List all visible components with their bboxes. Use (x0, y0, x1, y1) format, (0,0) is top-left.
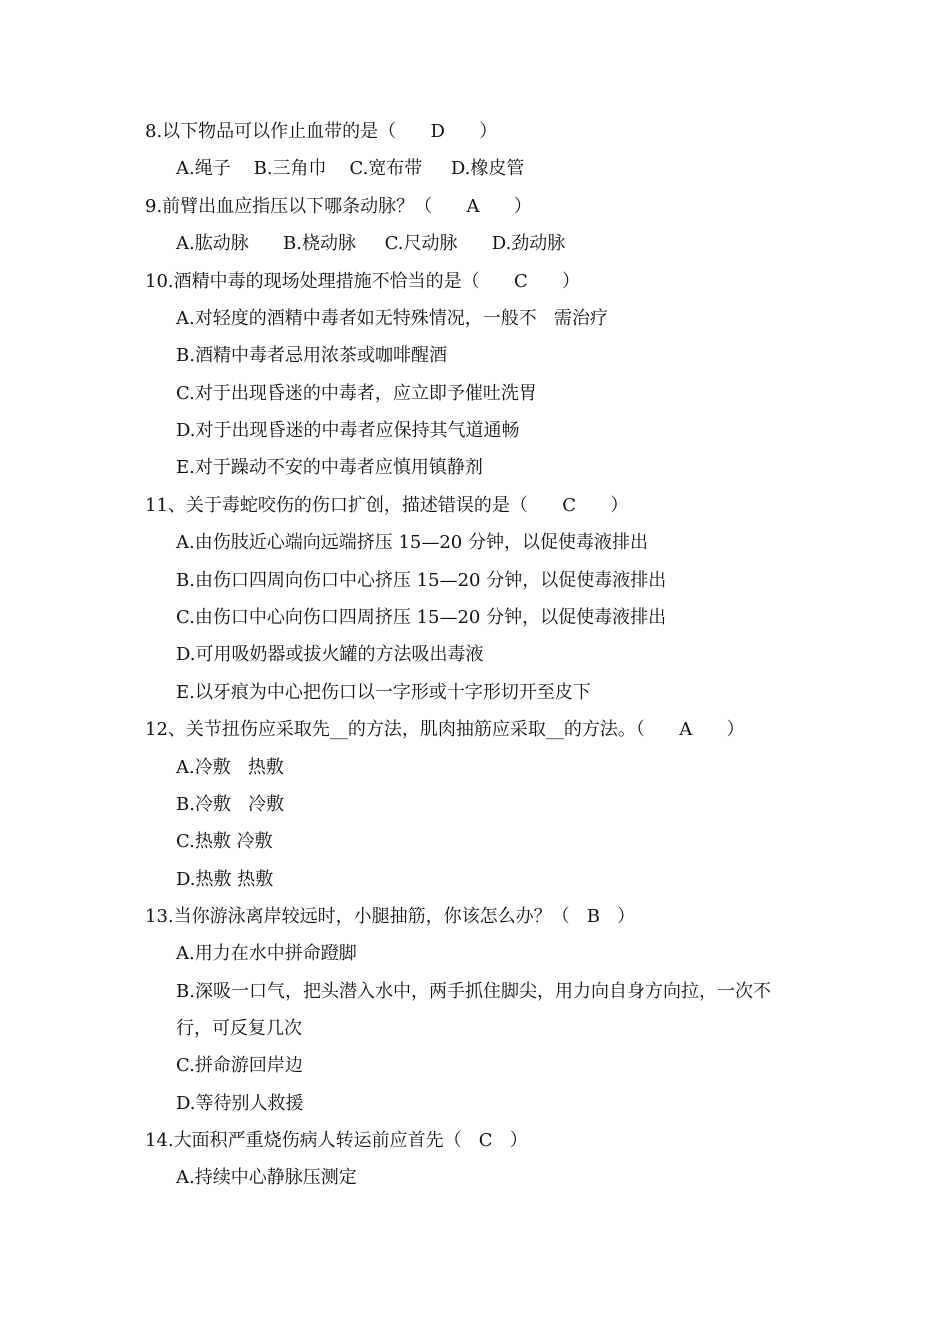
question-10-option-b: B.酒精中毒者忌用浓茶或咖啡醒酒 (176, 345, 447, 366)
question-10-stem: 10.酒精中毒的现场处理措施不恰当的是（ C ） (145, 271, 581, 292)
question-10-option-a: A.对轻度的酒精中毒者如无特殊情况，一般不 需治疗 (176, 308, 608, 329)
question-14-option-a: A.持续中心静脉压测定 (176, 1167, 357, 1188)
question-12-stem: 12、关节扭伤应采取先__的方法，肌肉抽筋应采取__的方法。（ A ） (145, 719, 745, 740)
question-11-option-a: A.由伤肢近心端向远端挤压 15—20 分钟，以促使毒液排出 (176, 532, 648, 553)
question-8-options: A.绳子 B.三角巾 C.宽布带 D.橡皮管 (176, 158, 525, 179)
question-11-stem: 11、关于毒蛇咬伤的伤口扩创，描述错误的是（ C ） (145, 495, 629, 516)
question-10-option-e: E.对于躁动不安的中毒者应慎用镇静剂 (176, 457, 483, 478)
question-13-option-b-continued: 行，可反复几次 (176, 1018, 302, 1039)
question-12-option-c: C.热敷 冷敷 (176, 831, 273, 852)
question-8-stem: 8.以下物品可以作止血带的是（ D ） (145, 121, 498, 142)
question-12-option-a: A.冷敷 热敷 (176, 757, 284, 778)
question-13-option-a: A.用力在水中拼命蹬脚 (176, 943, 357, 964)
question-14-stem: 14.大面积严重烧伤病人转运前应首先（ C ） (145, 1130, 528, 1151)
question-11-option-e: E.以牙痕为中心把伤口以一字形或十字形切开至皮下 (176, 682, 591, 703)
question-11-option-c: C.由伤口中心向伤口四周挤压 15—20 分钟，以促使毒液排出 (176, 607, 667, 628)
question-10-option-d: D.对于出现昏迷的中毒者应保持其气道通畅 (176, 420, 520, 441)
question-12-option-d: D.热敷 热敷 (176, 869, 274, 890)
question-12-option-b: B.冷敷 冷敷 (176, 794, 285, 815)
question-9-stem: 9.前臂出血应指压以下哪条动脉？（ A ） (145, 196, 532, 217)
question-13-option-d: D.等待别人救援 (176, 1093, 304, 1114)
question-13-stem: 13.当你游泳离岸较远时，小腿抽筋，你该怎么办？（ B ） (145, 906, 636, 927)
question-11-option-b: B.由伤口四周向伤口中心挤压 15—20 分钟，以促使毒液排出 (176, 570, 667, 591)
question-9-options: A.肱动脉 B.桡动脉 C.尺动脉 D.劲动脉 (176, 233, 566, 254)
question-13-option-c: C.拼命游回岸边 (176, 1055, 303, 1076)
question-11-option-d: D.可用吸奶器或拔火罐的方法吸出毒液 (176, 644, 484, 665)
question-10-option-c: C.对于出现昏迷的中毒者，应立即予催吐洗胃 (176, 383, 537, 404)
question-13-option-b: B.深吸一口气，把头潜入水中，两手抓住脚尖，用力向自身方向拉，一次不 (176, 981, 771, 1002)
